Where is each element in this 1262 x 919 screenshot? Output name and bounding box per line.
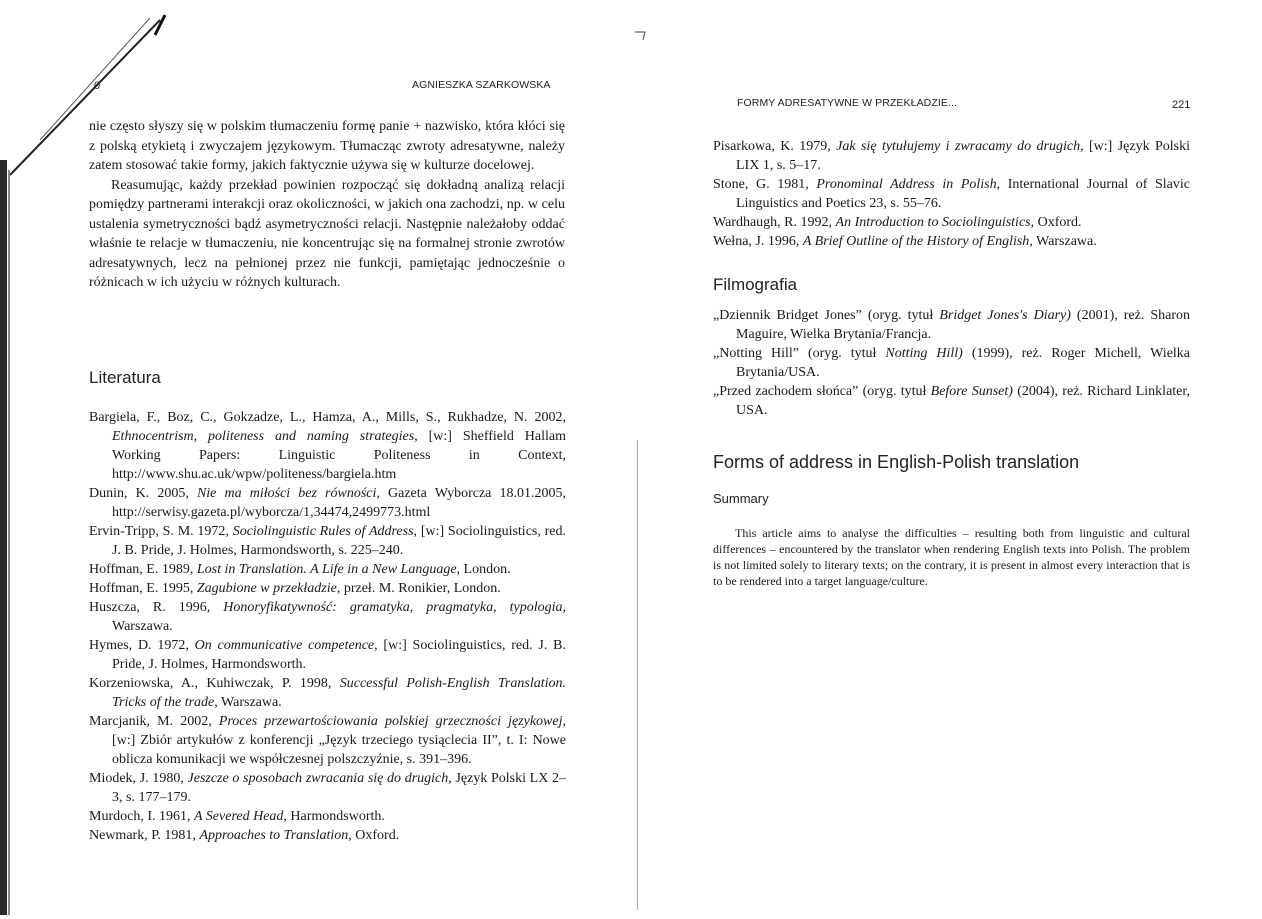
page-number-fragment: 0 xyxy=(94,80,101,92)
reference-title: Sociolinguistic Rules of Address xyxy=(232,524,414,539)
reference-post: , przeł. M. Ronikier, London. xyxy=(336,581,501,596)
reference-title: Jak się tytułujemy i zwracamy do drugich xyxy=(836,139,1081,154)
reference-post: , International Journal of Slavic Linguistics and Poetics 23, s. 55–76. xyxy=(736,177,1190,211)
reference-item xyxy=(713,137,1190,175)
reference-pre: Newmark, P. 1981, xyxy=(89,828,200,843)
reference-title: An Introduction to Sociolinguistics xyxy=(835,215,1031,230)
reference-item xyxy=(89,560,566,579)
reference-title: Pronominal Address in Polish xyxy=(816,177,997,192)
reference-pre: Hoffman, E. 1989, xyxy=(89,562,197,577)
reference-title: Bridget Jones's Diary) xyxy=(939,308,1071,323)
reference-post: , Oxford. xyxy=(348,828,400,843)
reference-list xyxy=(89,408,566,845)
reference-pre: Marcjanik, M. 2002, xyxy=(89,714,219,729)
running-head-title: FORMY ADRESATYWNE W PRZEKŁADZIE... xyxy=(737,97,958,109)
reference-item xyxy=(89,674,566,712)
reference-post: (1999), reż. Roger Michell, Wielka Brytania/USA. xyxy=(736,346,1191,380)
reference-item xyxy=(89,826,566,845)
reference-title: Successful Polish-English Translation. Tricks of the trade xyxy=(112,676,566,710)
reference-post: , [w:] Sociolinguistics, red. J. B. Pride, J. Holmes, Harmondsworth, s. 225–240. xyxy=(112,524,566,558)
reference-post: , Warszawa. xyxy=(112,600,566,634)
reference-post: , [w:] Zbiór artykułów z konferencji „Język trzeciego tysiąclecia II”, t. I: Nowe oblicza komunikacji we współczesnej polszczyźnie, s. 391–396. xyxy=(112,714,566,767)
reference-title: Ethnocentrism, politeness and naming strategies xyxy=(112,429,415,444)
reference-title: A Severed Head xyxy=(194,809,284,824)
reference-item xyxy=(713,175,1190,213)
reference-post: , [w:] Sheffield Hallam Working Papers: Linguistic Politeness in Context, http://www.shu.ac.uk/wpw/politeness/bargiela.htm xyxy=(112,429,566,482)
reference-pre: Pisarkowa, K. 1979, xyxy=(713,139,837,154)
reference-pre: Wardhaugh, R. 1992, xyxy=(713,215,836,230)
reference-post: , Język Polski LX 2–3, s. 177–179. xyxy=(112,771,567,805)
paragraph: nie często słyszy się w polskim tłumaczeniu formę panie + nazwisko, która kłóci się z polską etykietą i zwyczajem językowym. Tłumacząc zwroty adresatywne, należy zatem stosować takie formy, jakich faktycznie używa się w kulturze docelowej. xyxy=(89,119,565,173)
reference-item xyxy=(89,807,566,826)
reference-title: Zagubione w przekładzie xyxy=(196,581,337,596)
conclusion-text xyxy=(89,117,565,293)
reference-post: , Gazeta Wyborcza 18.01.2005, http://serwisy.gazeta.pl/wyborcza/1,34474,2499773.html xyxy=(112,486,566,520)
summary-text: This article aims to analyse the difficulties – resulting both from linguistic and cultural differences – encountered by the translator when rendering English texts into Polish. The problem is not limited solely to literary texts; on the contrary, it is present in almost every interaction that is to be rendered into a target language/culture. xyxy=(713,526,1190,588)
reference-title: Proces przewartościowania polskiej grzeczności językowej xyxy=(218,714,563,729)
english-title: Forms of address in English-Polish translation xyxy=(713,452,1080,472)
reference-title: Notting Hill) xyxy=(885,346,963,361)
paragraph: Reasumując, każdy przekład powinien rozpocząć się dokładną analizą relacji pomiędzy partnerami interakcji oraz okoliczności, w jakich ona zachodzi, np. w celu ustalenia symetryczności bądź asymetryczności relacji. Następnie należałoby oddać właśnie te relacje w tłumaczeniu, nie koncentrując się na formalnej stronie zwrotów adresatywnych, lecz na pełnionej przez nie funkcji, pamiętając jednocześnie o różnicach w ich użyciu w różnych kulturach. xyxy=(89,177,565,290)
reference-title: Before Sunset) xyxy=(930,384,1013,399)
reference-title: Jeszcze o sposobach zwracania się do drugich xyxy=(187,771,449,786)
reference-pre: Dunin, K. 2005, xyxy=(89,486,197,501)
binding-edge-line xyxy=(8,170,10,915)
page-number: 221 xyxy=(1172,99,1191,111)
gutter-line xyxy=(637,440,638,910)
reference-post: , Harmondsworth. xyxy=(283,809,385,824)
left-page xyxy=(0,0,630,919)
reference-pre: Bargiela, F., Boz, C., Gokzadze, L., Hamza, A., Mills, S., Rukhadze, N. 2002, xyxy=(89,410,566,425)
reference-pre: Hymes, D. 1972, xyxy=(89,638,195,653)
reference-post: , Warszawa. xyxy=(214,695,282,710)
film-item xyxy=(713,344,1190,382)
reference-title: Approaches to Translation xyxy=(199,828,349,843)
reference-title: Lost in Translation. A Life in a New Language xyxy=(196,562,457,577)
reference-post: , Warszawa. xyxy=(1029,234,1097,249)
reference-title: Honoryfikatywność: gramatyka, pragmatyka, typologia xyxy=(223,600,563,615)
reference-pre: Korzeniowska, A., Kuhiwczak, P. 1998, xyxy=(89,676,340,691)
reference-item xyxy=(89,579,566,598)
reference-post: , [w:] Język Polski LIX 1, s. 5–17. xyxy=(736,139,1190,173)
reference-post: (2001), reż. Sharon Maguire, Wielka Brytania/Francja. xyxy=(736,308,1190,342)
reference-pre: Huszcza, R. 1996, xyxy=(89,600,224,615)
reference-pre: „Dziennik Bridget Jones” (oryg. tytuł xyxy=(713,308,940,323)
reference-pre: „Przed zachodem słońca” (oryg. tytuł xyxy=(713,384,931,399)
reference-pre: Stone, G. 1981, xyxy=(713,177,817,192)
film-item xyxy=(713,382,1190,420)
reference-item xyxy=(89,712,566,769)
reference-pre: Ervin-Tripp, S. M. 1972, xyxy=(89,524,233,539)
reference-item xyxy=(89,408,566,484)
running-head-author: AGNIESZKA SZARKOWSKA xyxy=(412,79,551,91)
reference-item xyxy=(89,636,566,674)
reference-item xyxy=(713,232,1190,251)
reference-post: , London. xyxy=(456,562,511,577)
reference-item xyxy=(713,213,1190,232)
reference-item xyxy=(89,484,566,522)
binding-shadow xyxy=(0,160,7,915)
reference-title: Nie ma miłości bez równości xyxy=(196,486,377,501)
reference-post: , Oxford. xyxy=(1030,215,1082,230)
reference-pre: Hoffman, E. 1995, xyxy=(89,581,197,596)
right-page xyxy=(630,0,1262,919)
reference-item xyxy=(89,522,566,560)
reference-title: A Brief Outline of the History of English xyxy=(802,234,1030,249)
summary-label: Summary xyxy=(713,491,769,506)
reference-list-continued xyxy=(713,137,1190,251)
reference-title: On communicative competence xyxy=(194,638,375,653)
scan-mark xyxy=(634,28,648,42)
section-title-literatura: Literatura xyxy=(89,368,161,387)
film-item xyxy=(713,306,1190,344)
reference-pre: Wełna, J. 1996, xyxy=(713,234,803,249)
filmography-list xyxy=(713,306,1190,420)
reference-post: , [w:] Sociolinguistics, red. J. B. Pride, J. Holmes, Harmondsworth. xyxy=(112,638,566,672)
reference-pre: Miodek, J. 1980, xyxy=(89,771,188,786)
reference-post: (2004), reż. Richard Linklater, USA. xyxy=(736,384,1190,418)
section-title-filmografia: Filmografia xyxy=(713,275,798,294)
reference-item xyxy=(89,598,566,636)
reference-item xyxy=(89,769,566,807)
reference-pre: Murdoch, I. 1961, xyxy=(89,809,194,824)
reference-pre: „Notting Hill” (oryg. tytuł xyxy=(713,346,886,361)
